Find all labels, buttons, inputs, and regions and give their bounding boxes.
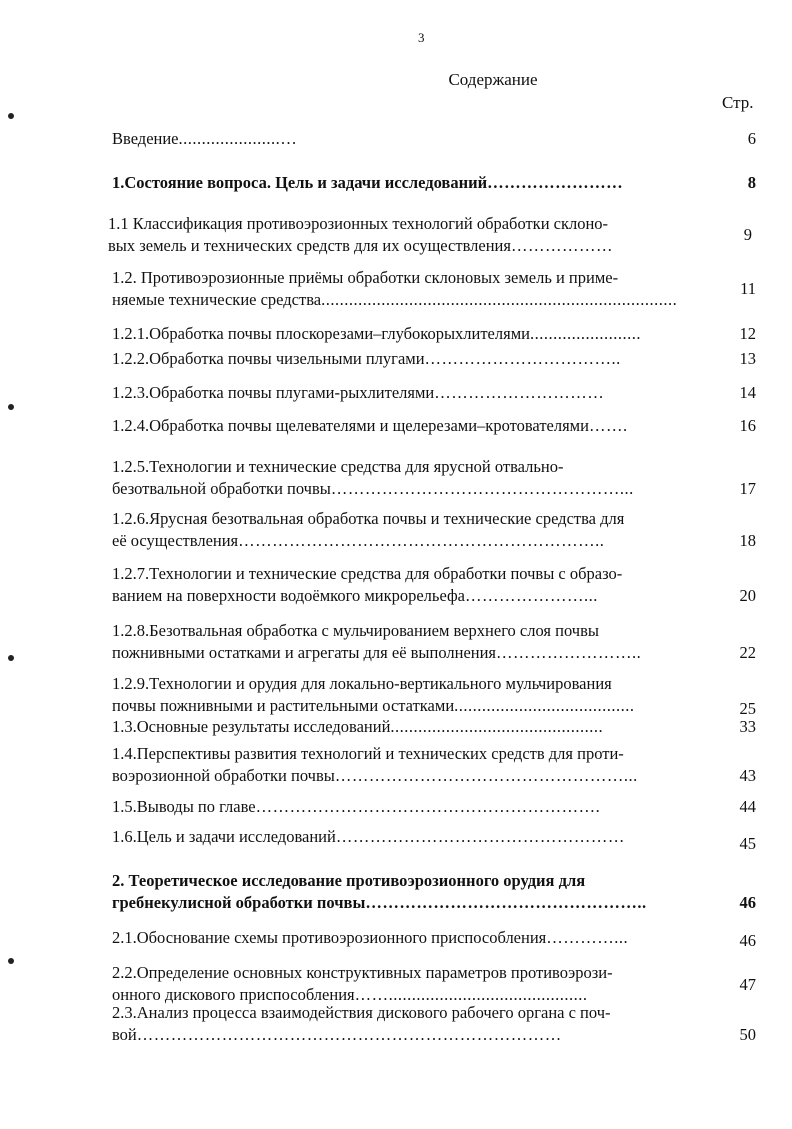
toc-entry-text: 1.2.3.Обработка почвы плугами-рыхлителями [112, 383, 435, 402]
toc-page-number: 9 [743, 225, 752, 244]
toc-entry-text-continued: пожнивными остатками и агрегаты для её выполнения [112, 643, 497, 662]
toc-leader: …………………….. [496, 643, 642, 662]
binding-hole-mark [8, 958, 14, 964]
toc-entry[interactable] [112, 382, 766, 404]
toc-leader: …………………… [487, 173, 624, 192]
toc-page-number: 33 [739, 717, 756, 736]
toc-leader: …………………………….. [424, 349, 621, 368]
toc-entry-text-continued: ванием на поверхности водоёмкого микрорельефа [112, 586, 465, 605]
toc-leader: ……………………………………………... [334, 766, 638, 785]
toc-entry[interactable] [112, 962, 766, 1006]
toc-entry-text-continued: няемые технические средства [112, 290, 322, 309]
toc-leader: .............................................. [390, 717, 604, 736]
toc-entry-text: 1.2.4.Обработка почвы щелевателями и щелерезами–кротователями [112, 416, 589, 435]
toc-page-number: 25 [739, 699, 756, 718]
toc-entry-text: 1.2.1.Обработка почвы плоскорезами–глубокорыхлителями [112, 324, 530, 343]
toc-entry-text-continued: безотвальной обработки почвы [112, 479, 331, 498]
toc-entry-text: 2. Теоретическое исследование противоэрозионного орудия для [112, 871, 586, 890]
toc-page-number: 11 [740, 279, 756, 298]
toc-entry-text: 1.5.Выводы по главе [112, 797, 256, 816]
toc-entry-text: Введение [112, 129, 179, 148]
toc-entry-text: 1.2. Противоэрозионные приёмы обработки склоновых земель и приме- [112, 268, 619, 287]
toc-entry-text-continued: почвы пожнивными и растительными остатками [112, 696, 455, 715]
toc-entry[interactable] [112, 673, 766, 717]
page-column-label: Стр. [722, 93, 754, 112]
toc-leader: …………………………………………… [335, 827, 625, 846]
toc-leader: ……. [588, 416, 628, 435]
toc-leader: ………………………… [434, 383, 605, 402]
toc-entry-text: 1.4.Перспективы развития технологий и технических средств для проти- [112, 744, 624, 763]
toc-leader: ........................ [529, 324, 641, 343]
toc-page-number: 8 [747, 173, 756, 192]
toc-entry-text: 1.1 Классификация противоэрозионных технологий обработки склоно- [108, 214, 609, 233]
toc-entry-text: 1.2.2.Обработка почвы чизельными плугами [112, 349, 425, 368]
toc-leader: ………………………………………….. [365, 893, 647, 912]
toc-entry-text-continued: её осуществления [112, 531, 239, 550]
toc-leader: ……………………………………………... [330, 479, 634, 498]
toc-entry-text-continued: вой [112, 1025, 137, 1044]
toc-title: Содержание [448, 70, 538, 89]
binding-hole-mark [8, 404, 14, 410]
toc-page-number: 14 [739, 383, 756, 402]
toc-entry-text: 1.2.7.Технологии и технические средства для обработки почвы с образо- [112, 564, 623, 583]
toc-entry[interactable] [112, 716, 766, 738]
toc-entry-text: 1.2.6.Ярусная безотвальная обработка почвы и технические средства для [112, 509, 625, 528]
toc-entry[interactable] [108, 213, 762, 257]
toc-entry-text: 1.2.9.Технологии и орудия для локально-вертикального мульчирования [112, 674, 612, 693]
toc-leader: ……........................................... [354, 985, 588, 1004]
toc-entry[interactable] [112, 323, 766, 345]
toc-entry[interactable] [112, 743, 766, 787]
toc-entry-text-continued: воэрозионной обработки почвы [112, 766, 335, 785]
toc-leader: ………………………………………………………………… [136, 1025, 562, 1044]
toc-entry-chapter[interactable] [112, 172, 766, 194]
toc-entry-text: 2.3.Анализ процесса взаимодействия дискового рабочего органа с поч- [112, 1003, 611, 1022]
toc-page-number: 46 [739, 931, 756, 950]
toc-page-number: 12 [739, 324, 756, 343]
toc-page-number: 50 [739, 1025, 756, 1044]
toc-entry-text: 1.6.Цель и задачи исследований [112, 827, 336, 846]
toc-page-number: 16 [739, 416, 756, 435]
toc-leader: ....................................... [454, 696, 635, 715]
toc-page-number: 46 [739, 893, 756, 912]
toc-entry-text-continued: вых земель и технических средств для их осуществления [108, 236, 511, 255]
toc-page-number: 44 [739, 797, 756, 816]
toc-leader: …………... [546, 928, 629, 947]
page-number: 3 [418, 30, 425, 45]
toc-entry[interactable] [112, 1002, 766, 1046]
toc-entry-chapter[interactable] [112, 870, 766, 914]
toc-page-number: 22 [739, 643, 756, 662]
toc-entry-text: 2.1.Обоснование схемы противоэрозионного приспособления [112, 928, 547, 947]
toc-page-number: 47 [739, 975, 756, 994]
toc-entry[interactable] [112, 796, 766, 818]
toc-page-number: 18 [739, 531, 756, 550]
toc-page-number: 43 [739, 766, 756, 785]
toc-entry-text: 1.2.8.Безотвальная обработка с мульчированием верхнего слоя почвы [112, 621, 599, 640]
toc-entry[interactable] [112, 456, 766, 500]
toc-entry-text: 1.3.Основные результаты исследований [112, 717, 391, 736]
toc-entry[interactable] [112, 927, 766, 949]
toc-entry-text: 1.2.5.Технологии и технические средства для ярусной отвально- [112, 457, 564, 476]
toc-leader: ............................................................................. [321, 290, 678, 309]
toc-entry-text-continued: гребнекулисной обработки почвы [112, 893, 366, 912]
toc-entry[interactable] [112, 128, 766, 150]
toc-leader: ……………………………………………………….. [238, 531, 605, 550]
toc-page-number: 13 [739, 349, 756, 368]
toc-leader: ......................… [178, 129, 298, 148]
toc-entry[interactable] [112, 415, 766, 437]
toc-entry[interactable] [112, 826, 766, 853]
binding-hole-mark [8, 113, 14, 119]
binding-hole-mark [8, 655, 14, 661]
toc-entry[interactable] [112, 620, 766, 664]
toc-entry-text-continued: онного дискового приспособления [112, 985, 355, 1004]
toc-entry-text: 1.Состояние вопроса. Цель и задачи исследований [112, 173, 488, 192]
toc-page-number: 20 [739, 586, 756, 605]
toc-page-number: 6 [747, 129, 756, 148]
toc-entry[interactable] [112, 563, 766, 607]
toc-entry-text: 2.2.Определение основных конструктивных параметров противоэрози- [112, 963, 613, 982]
toc-entry[interactable] [112, 267, 766, 311]
toc-entry[interactable] [112, 508, 766, 552]
toc-leader: ……………… [510, 236, 613, 255]
toc-page-number: 17 [739, 479, 756, 498]
toc-leader: ……………………………………………………. [255, 797, 601, 816]
toc-leader: …………………... [465, 586, 598, 605]
toc-page-number: 45 [739, 834, 756, 853]
toc-entry[interactable] [112, 348, 766, 370]
